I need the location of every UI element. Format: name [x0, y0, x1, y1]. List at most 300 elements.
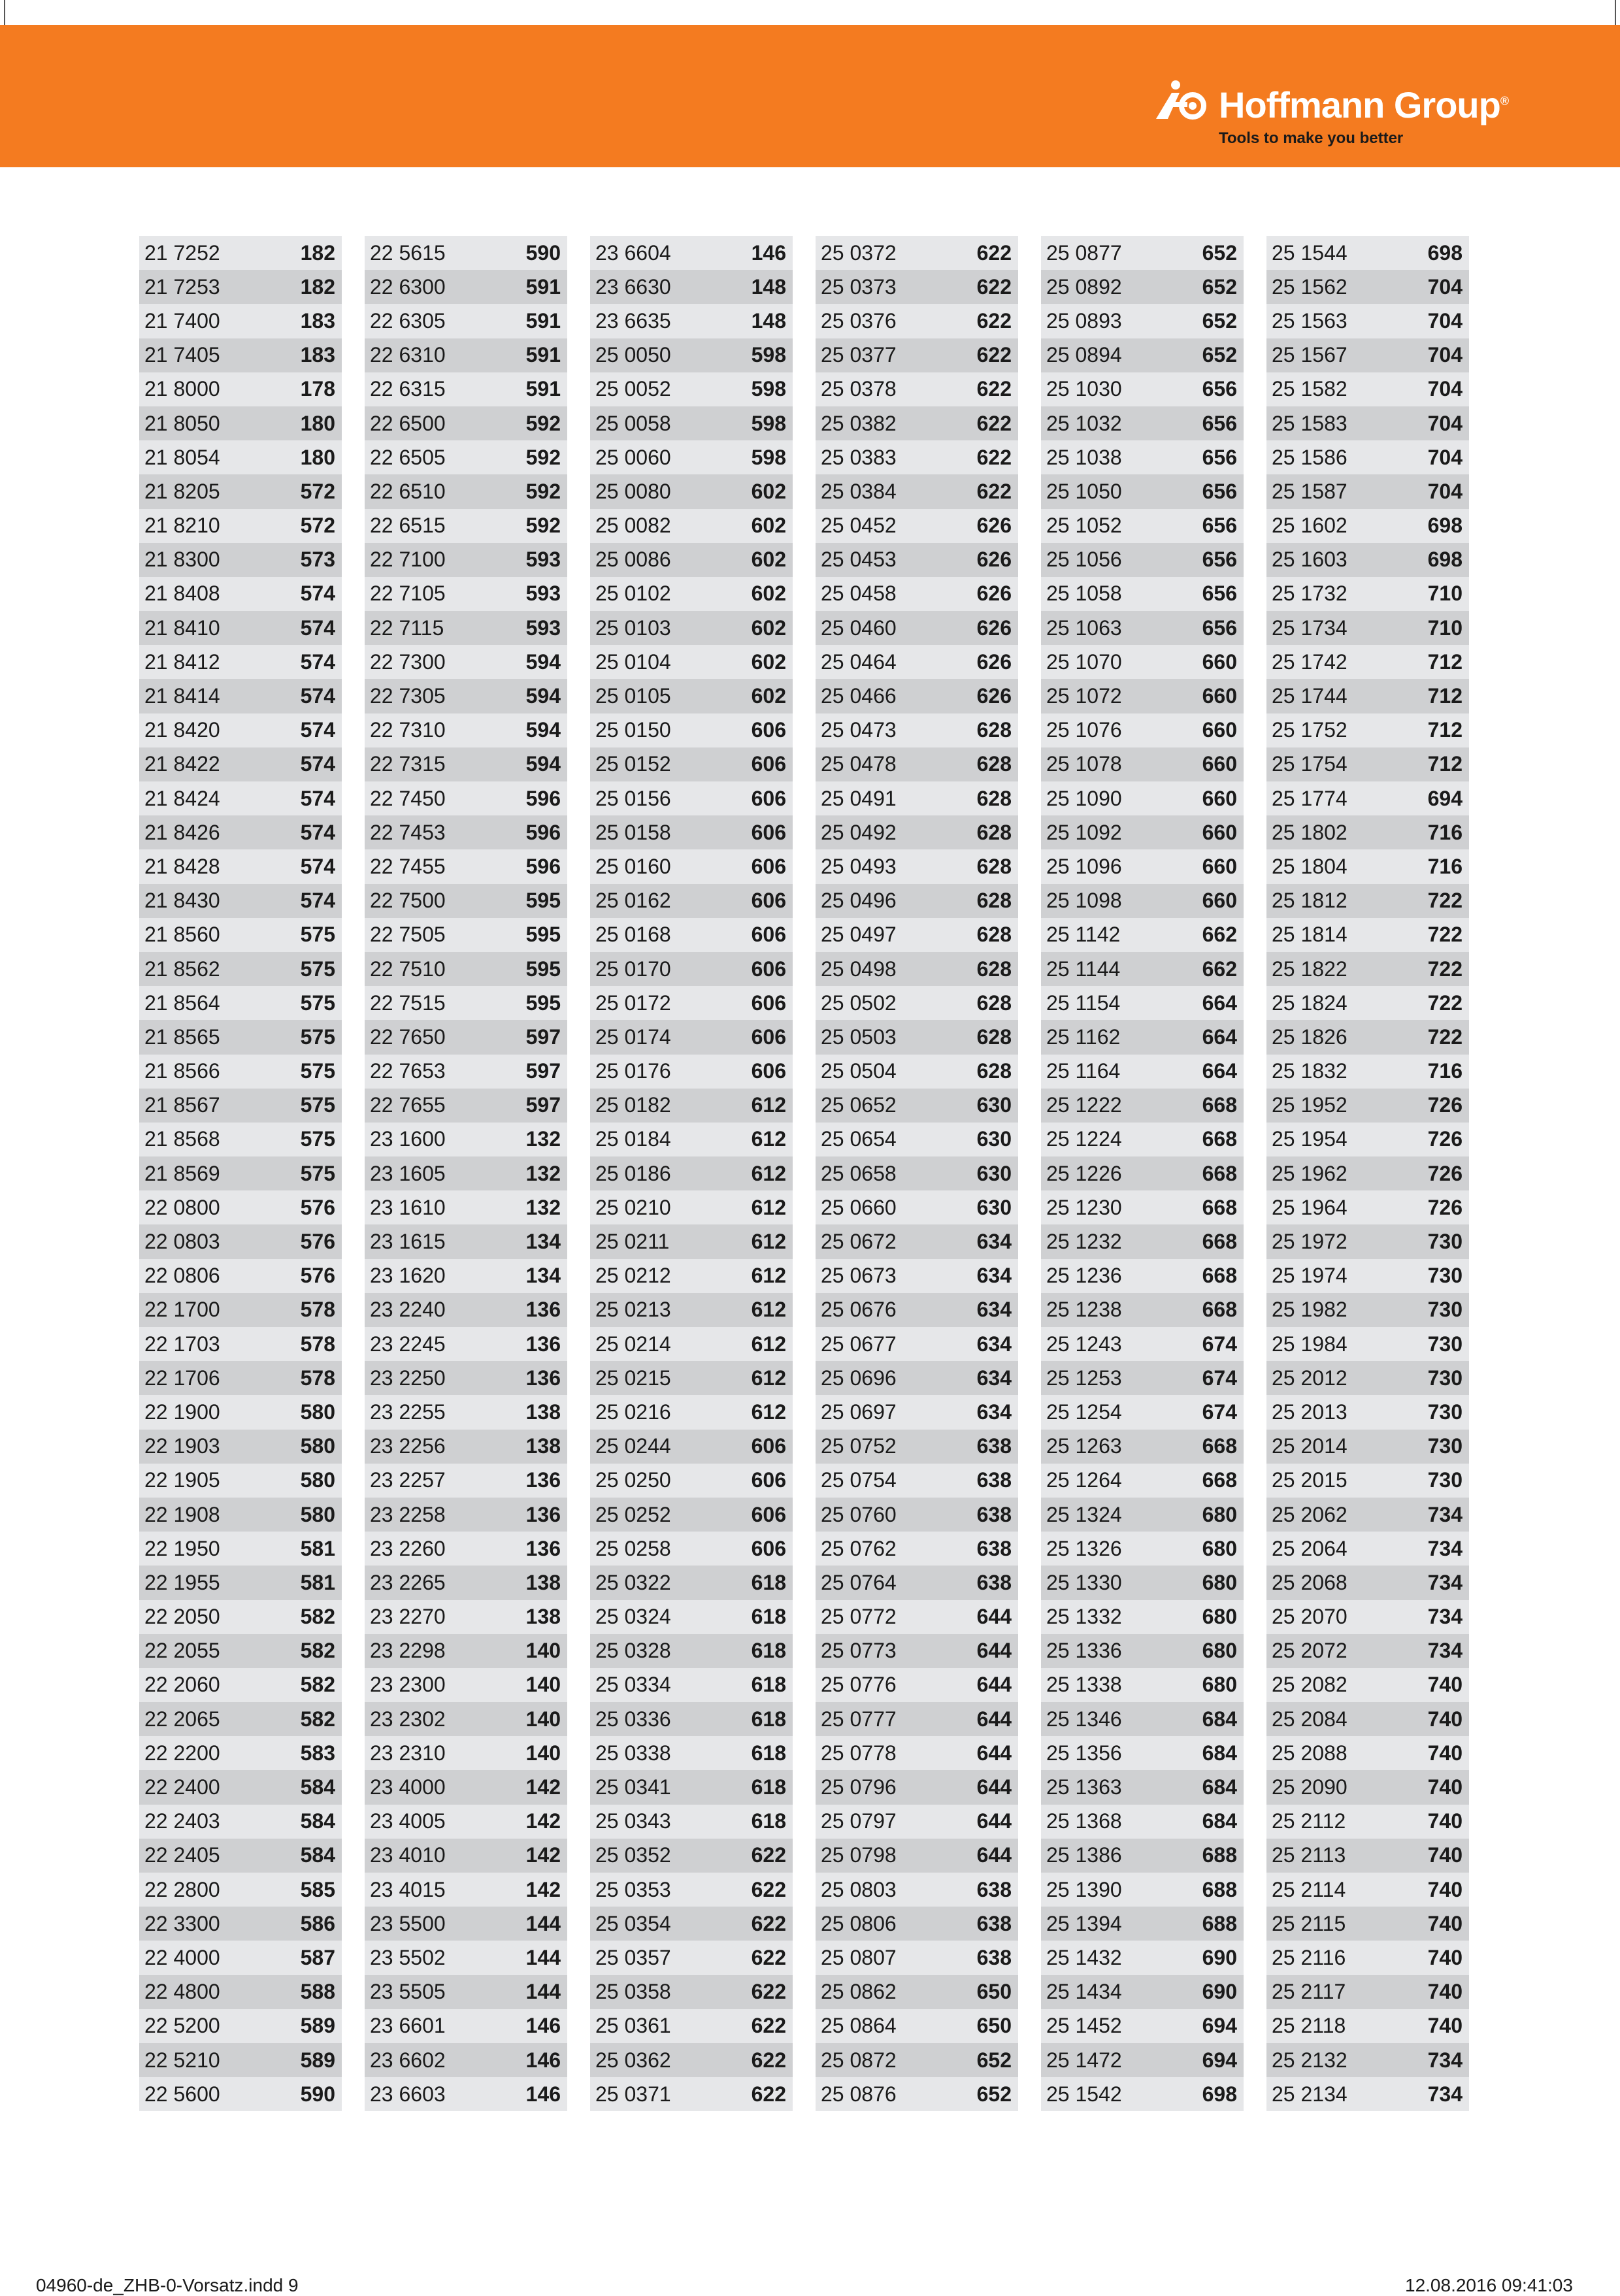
table-row — [1266, 1907, 1469, 1941]
table-row — [1266, 611, 1469, 645]
article-number: 22 1903 — [144, 1434, 220, 1458]
table-row — [1041, 440, 1244, 474]
article-number: 21 7253 — [144, 274, 220, 299]
article-number: 25 1032 — [1046, 411, 1122, 435]
page-number: 144 — [525, 1980, 561, 2004]
table-row — [365, 713, 567, 747]
table-row — [1041, 1770, 1244, 1804]
table-row — [816, 1839, 1018, 1873]
page-number: 618 — [751, 1741, 786, 1765]
table-row — [1266, 1327, 1469, 1361]
page-number: 180 — [300, 445, 335, 469]
article-number: 25 1070 — [1046, 649, 1122, 674]
table-row — [139, 1668, 342, 1702]
hoffmann-logo-icon — [1153, 80, 1214, 122]
article-number: 25 2064 — [1272, 1536, 1347, 1560]
table-row — [365, 1532, 567, 1566]
page-number: 574 — [300, 684, 335, 708]
page-number: 740 — [1427, 2014, 1463, 2038]
table-row — [590, 1259, 793, 1293]
page-number: 136 — [525, 1298, 561, 1322]
article-number: 25 2117 — [1272, 1980, 1346, 2004]
page-number: 698 — [1427, 240, 1463, 265]
table-row — [365, 1395, 567, 1429]
page-number: 594 — [525, 752, 561, 776]
page-number: 630 — [976, 1093, 1012, 1117]
page-number: 590 — [300, 2082, 335, 2106]
page-number: 132 — [525, 1195, 561, 1219]
table-row — [139, 543, 342, 577]
article-number: 21 8408 — [144, 582, 220, 606]
page-number: 740 — [1427, 1911, 1463, 1935]
table-row — [816, 1634, 1018, 1668]
table-row — [139, 372, 342, 406]
table-row — [365, 1055, 567, 1089]
article-number: 22 7653 — [370, 1059, 446, 1083]
article-number: 21 8000 — [144, 377, 220, 401]
page-number: 575 — [300, 1025, 335, 1049]
table-row — [590, 1668, 793, 1702]
table-row — [1266, 270, 1469, 304]
article-number: 23 2256 — [370, 1434, 446, 1458]
table-row — [1041, 713, 1244, 747]
article-number: 22 3300 — [144, 1911, 220, 1935]
article-number: 25 1814 — [1272, 923, 1347, 947]
page-number: 734 — [1427, 1605, 1463, 1629]
footer-timestamp: 12.08.2016 09:41:03 — [1405, 2275, 1573, 2295]
table-row — [1266, 1702, 1469, 1736]
table-row — [1041, 986, 1244, 1020]
page-number: 144 — [525, 1911, 561, 1935]
article-number: 22 7300 — [370, 649, 446, 674]
page-number: 688 — [1202, 1877, 1237, 1901]
table-row — [365, 1293, 567, 1327]
article-number: 23 2257 — [370, 1468, 446, 1492]
table-row — [816, 270, 1018, 304]
table-row — [816, 543, 1018, 577]
page-number: 595 — [525, 957, 561, 981]
article-number: 25 0252 — [595, 1502, 671, 1526]
article-number: 22 7100 — [370, 548, 446, 572]
table-row — [365, 1805, 567, 1839]
article-number: 22 7510 — [370, 957, 446, 981]
article-number: 25 0498 — [821, 957, 897, 981]
page-number: 688 — [1202, 1843, 1237, 1867]
article-number: 22 6505 — [370, 445, 446, 469]
table-row — [365, 884, 567, 918]
table-row — [139, 440, 342, 474]
article-number: 25 1567 — [1272, 343, 1347, 367]
page-number: 622 — [751, 2014, 786, 2038]
table-row — [139, 679, 342, 713]
article-number: 23 2245 — [370, 1332, 446, 1356]
table-row — [365, 1498, 567, 1532]
table-row — [139, 1395, 342, 1429]
page-number: 593 — [525, 582, 561, 606]
page-number: 593 — [525, 548, 561, 572]
table-row — [1041, 270, 1244, 304]
table-row — [365, 2009, 567, 2043]
page-number: 606 — [751, 991, 786, 1015]
table-row — [1266, 1293, 1469, 1327]
page-number: 138 — [525, 1434, 561, 1458]
table-row — [816, 338, 1018, 372]
table-row — [365, 1736, 567, 1770]
table-row — [590, 1055, 793, 1089]
article-number: 23 6630 — [595, 274, 671, 299]
article-number: 22 6305 — [370, 308, 446, 333]
article-number: 25 0452 — [821, 514, 897, 538]
table-row — [1266, 1156, 1469, 1190]
article-number: 21 8560 — [144, 923, 220, 947]
table-row — [139, 1293, 342, 1327]
article-number: 25 1962 — [1272, 1161, 1347, 1185]
table-row — [1041, 1907, 1244, 1941]
table-row — [1266, 645, 1469, 679]
article-number: 22 1900 — [144, 1400, 220, 1424]
article-number: 25 0162 — [595, 889, 671, 913]
page-number: 656 — [1202, 445, 1237, 469]
footer-file-info: 04960-de_ZHB-0-Vorsatz.indd 9 — [36, 2275, 299, 2295]
table-row — [816, 1293, 1018, 1327]
article-number: 25 1472 — [1046, 2048, 1122, 2072]
page-number: 594 — [525, 718, 561, 742]
table-row — [365, 1089, 567, 1123]
page-number: 583 — [300, 1741, 335, 1765]
page-number: 668 — [1202, 1298, 1237, 1322]
article-number: 25 0864 — [821, 2014, 897, 2038]
table-row — [1041, 2077, 1244, 2111]
article-number: 25 0796 — [821, 1775, 897, 1799]
table-row — [139, 474, 342, 508]
table-row — [1266, 236, 1469, 270]
page-number: 178 — [300, 377, 335, 401]
article-number: 25 0373 — [821, 274, 897, 299]
article-number: 25 1092 — [1046, 820, 1122, 844]
page-number: 628 — [976, 1025, 1012, 1049]
page-number: 622 — [976, 240, 1012, 265]
page-number: 644 — [976, 1843, 1012, 1867]
table-row — [590, 1532, 793, 1566]
page-number: 596 — [525, 786, 561, 810]
table-row — [139, 1464, 342, 1498]
article-number: 25 1734 — [1272, 615, 1347, 640]
article-number: 25 0658 — [821, 1161, 897, 1185]
page-number: 684 — [1202, 1809, 1237, 1833]
article-number: 22 1950 — [144, 1536, 220, 1560]
article-number: 25 1162 — [1046, 1025, 1121, 1049]
table-row — [1041, 406, 1244, 440]
page-number: 594 — [525, 649, 561, 674]
page-number: 662 — [1202, 923, 1237, 947]
page-number: 578 — [300, 1332, 335, 1356]
article-number: 25 0160 — [595, 854, 671, 878]
article-number: 25 0103 — [595, 615, 671, 640]
page-number: 650 — [976, 2014, 1012, 2038]
page-number: 704 — [1427, 308, 1463, 333]
table-row — [1041, 1736, 1244, 1770]
page-number: 660 — [1202, 684, 1237, 708]
article-number: 25 1230 — [1046, 1195, 1122, 1219]
page-number: 730 — [1427, 1366, 1463, 1390]
page-number: 630 — [976, 1127, 1012, 1151]
table-row — [590, 1464, 793, 1498]
table-row — [1041, 1089, 1244, 1123]
article-number: 25 1063 — [1046, 615, 1122, 640]
page-number: 582 — [300, 1673, 335, 1697]
article-number: 25 1432 — [1046, 1945, 1122, 1969]
page-number: 684 — [1202, 1741, 1237, 1765]
page-number: 712 — [1427, 684, 1463, 708]
page-number: 580 — [300, 1502, 335, 1526]
page-number: 588 — [300, 1980, 335, 2004]
table-row — [365, 1975, 567, 2009]
page-number: 606 — [751, 1502, 786, 1526]
page-number: 704 — [1427, 411, 1463, 435]
table-row — [816, 1327, 1018, 1361]
table-row — [139, 1805, 342, 1839]
article-number: 22 7505 — [370, 923, 446, 947]
page-number: 622 — [976, 479, 1012, 503]
page-number: 628 — [976, 820, 1012, 844]
article-number: 25 1226 — [1046, 1161, 1122, 1185]
page-number: 734 — [1427, 1570, 1463, 1594]
article-number: 25 0697 — [821, 1400, 897, 1424]
article-number: 22 7655 — [370, 1093, 446, 1117]
table-row — [816, 815, 1018, 849]
page-number: 595 — [525, 889, 561, 913]
article-number: 25 0778 — [821, 1741, 897, 1765]
article-number: 25 2115 — [1272, 1911, 1346, 1935]
article-number: 23 4005 — [370, 1809, 446, 1833]
article-number: 25 1586 — [1272, 445, 1347, 469]
article-number: 25 1984 — [1272, 1332, 1347, 1356]
page-number: 575 — [300, 1059, 335, 1083]
page-number: 606 — [751, 1434, 786, 1458]
article-number: 25 1964 — [1272, 1195, 1347, 1219]
table-row — [1266, 1600, 1469, 1634]
article-number: 25 1090 — [1046, 786, 1122, 810]
page-number: 668 — [1202, 1195, 1237, 1219]
article-number: 22 1908 — [144, 1502, 220, 1526]
table-row — [365, 1907, 567, 1941]
table-row — [816, 1668, 1018, 1702]
page-number: 626 — [976, 548, 1012, 572]
article-number: 25 0244 — [595, 1434, 671, 1458]
table-row — [139, 884, 342, 918]
page-number: 140 — [525, 1673, 561, 1697]
page-number: 597 — [525, 1059, 561, 1083]
table-row — [590, 1293, 793, 1327]
page-number: 581 — [300, 1536, 335, 1560]
table-row — [139, 986, 342, 1020]
table-row — [1041, 1020, 1244, 1054]
article-number: 25 0772 — [821, 1605, 897, 1629]
article-number: 23 1610 — [370, 1195, 446, 1219]
page-number: 576 — [300, 1195, 335, 1219]
page-number: 704 — [1427, 445, 1463, 469]
article-number: 22 7500 — [370, 889, 446, 913]
page-number: 656 — [1202, 411, 1237, 435]
article-number: 25 0358 — [595, 1980, 671, 2004]
article-number: 25 0361 — [595, 2014, 671, 2038]
page-number: 138 — [525, 1400, 561, 1424]
page-number: 576 — [300, 1264, 335, 1288]
article-number: 25 0493 — [821, 854, 897, 878]
page-number: 652 — [1202, 308, 1237, 333]
page-number: 652 — [1202, 240, 1237, 265]
page-number: 146 — [525, 2014, 561, 2038]
page-number: 730 — [1427, 1230, 1463, 1254]
article-number: 23 1600 — [370, 1127, 446, 1151]
table-row — [365, 1668, 567, 1702]
page-number: 740 — [1427, 1877, 1463, 1901]
article-number: 25 0777 — [821, 1707, 897, 1731]
article-number: 25 0798 — [821, 1843, 897, 1867]
table-row — [590, 1430, 793, 1464]
article-number: 25 0170 — [595, 957, 671, 981]
table-row — [139, 1361, 342, 1395]
page-number: 710 — [1427, 582, 1463, 606]
page-number: 626 — [976, 615, 1012, 640]
article-number: 25 1058 — [1046, 582, 1122, 606]
page-number: 730 — [1427, 1434, 1463, 1458]
table-row — [139, 509, 342, 543]
table-row — [1041, 1702, 1244, 1736]
article-number: 22 1706 — [144, 1366, 220, 1390]
page-number: 690 — [1202, 1980, 1237, 2004]
table-row — [139, 1224, 342, 1258]
article-number: 25 0086 — [595, 548, 671, 572]
page-number: 618 — [751, 1605, 786, 1629]
table-row — [365, 1941, 567, 1975]
table-row — [365, 1361, 567, 1395]
table-row — [590, 645, 793, 679]
table-row — [1041, 338, 1244, 372]
page-number: 574 — [300, 615, 335, 640]
article-number: 23 2260 — [370, 1536, 446, 1560]
article-number: 23 6602 — [370, 2048, 446, 2072]
article-number: 25 0212 — [595, 1264, 671, 1288]
page-number: 680 — [1202, 1502, 1237, 1526]
page-number: 722 — [1427, 991, 1463, 1015]
table-row — [590, 1156, 793, 1190]
page-number: 589 — [300, 2048, 335, 2072]
table-row — [816, 1361, 1018, 1395]
article-number: 22 7453 — [370, 820, 446, 844]
table-row — [1266, 1498, 1469, 1532]
page-number: 664 — [1202, 1059, 1237, 1083]
article-number: 25 1324 — [1046, 1502, 1122, 1526]
table-row — [1041, 1566, 1244, 1599]
page-number: 634 — [976, 1298, 1012, 1322]
article-number: 25 0773 — [821, 1639, 897, 1663]
page-number: 142 — [525, 1877, 561, 1901]
article-number: 22 2050 — [144, 1605, 220, 1629]
article-number: 25 1254 — [1046, 1400, 1122, 1424]
table-row — [139, 747, 342, 781]
article-number: 21 8410 — [144, 615, 220, 640]
page-number: 612 — [751, 1230, 786, 1254]
page-number: 668 — [1202, 1434, 1237, 1458]
article-number: 22 2060 — [144, 1673, 220, 1697]
page-number: 182 — [300, 240, 335, 265]
article-number: 21 8568 — [144, 1127, 220, 1151]
table-row — [1266, 406, 1469, 440]
table-row — [816, 952, 1018, 986]
table-row — [1266, 952, 1469, 986]
table-row — [139, 1123, 342, 1156]
article-number: 25 0082 — [595, 514, 671, 538]
table-row — [816, 2009, 1018, 2043]
article-number: 22 7455 — [370, 854, 446, 878]
page-number: 606 — [751, 752, 786, 776]
page-number: 740 — [1427, 1843, 1463, 1867]
table-row — [139, 952, 342, 986]
page-number: 660 — [1202, 889, 1237, 913]
table-row — [365, 1224, 567, 1258]
table-row — [1266, 474, 1469, 508]
article-number: 25 0503 — [821, 1025, 897, 1049]
article-number: 23 5502 — [370, 1945, 446, 1969]
page-number: 704 — [1427, 479, 1463, 503]
article-number: 25 1802 — [1272, 820, 1347, 844]
article-number: 25 1542 — [1046, 2082, 1122, 2106]
table-row — [365, 1600, 567, 1634]
page-number: 656 — [1202, 479, 1237, 503]
table-row — [139, 1634, 342, 1668]
page-number: 606 — [751, 1536, 786, 1560]
table-row — [1266, 1668, 1469, 1702]
table-row — [1266, 2077, 1469, 2111]
page-number: 722 — [1427, 957, 1463, 981]
table-row — [590, 236, 793, 270]
table-row — [1266, 1566, 1469, 1599]
page-number: 602 — [751, 684, 786, 708]
page-number: 580 — [300, 1468, 335, 1492]
article-number: 25 0378 — [821, 377, 897, 401]
table-row — [365, 986, 567, 1020]
table-row — [365, 304, 567, 338]
page-number: 602 — [751, 479, 786, 503]
table-row — [1041, 1839, 1244, 1873]
table-row — [1266, 338, 1469, 372]
table-row — [365, 1566, 567, 1599]
page-number: 612 — [751, 1366, 786, 1390]
page-number: 618 — [751, 1809, 786, 1833]
table-row — [139, 2043, 342, 2077]
table-row — [139, 1975, 342, 2009]
article-number: 22 1955 — [144, 1570, 220, 1594]
page-number: 140 — [525, 1707, 561, 1731]
table-row — [139, 713, 342, 747]
page-number: 740 — [1427, 1980, 1463, 2004]
table-row — [1266, 304, 1469, 338]
page-number: 595 — [525, 991, 561, 1015]
article-number: 25 0473 — [821, 718, 897, 742]
page-number: 644 — [976, 1639, 1012, 1663]
article-number: 25 2012 — [1272, 1366, 1347, 1390]
article-number: 23 2265 — [370, 1570, 446, 1594]
table-row — [1266, 1532, 1469, 1566]
page-number: 726 — [1427, 1093, 1463, 1117]
page-number: 710 — [1427, 615, 1463, 640]
table-row — [1041, 1055, 1244, 1089]
page-number: 585 — [300, 1877, 335, 1901]
table-row — [365, 679, 567, 713]
table-row — [1041, 1395, 1244, 1429]
article-number: 23 2270 — [370, 1605, 446, 1629]
